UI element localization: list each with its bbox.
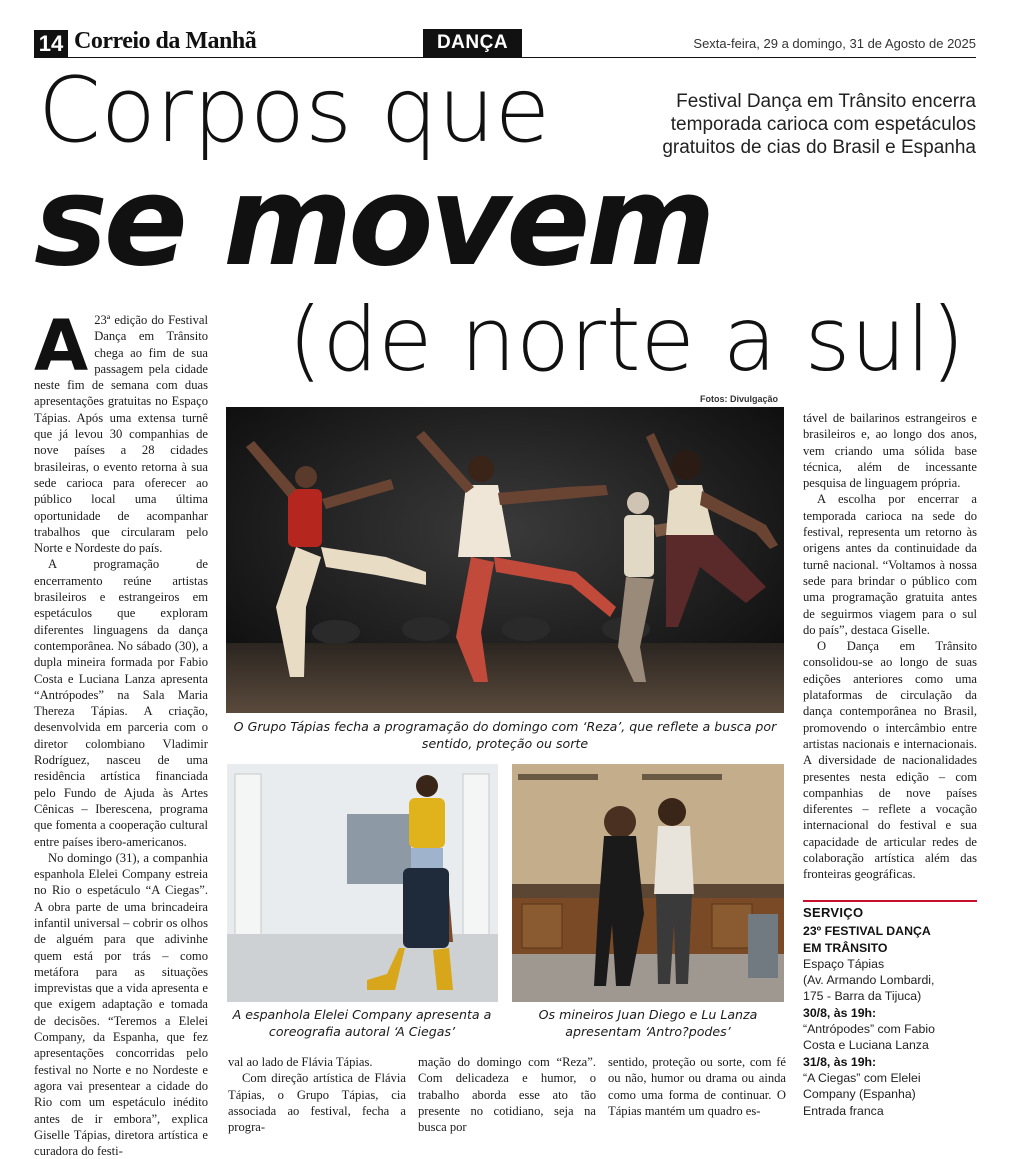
newspaper-name: Correio da Manhã — [74, 28, 257, 54]
issue-date: Sexta-feira, 29 a domingo, 31 de Agosto de 2025 — [693, 36, 976, 51]
show-info: “Antrópodes” com Fabio — [803, 1022, 935, 1037]
juan-diego-lu-lanza-photo — [512, 764, 784, 1002]
page-number: 14 — [34, 30, 68, 58]
main-photo-caption: O Grupo Tápias fecha a programação do domingo com ‘Reza’, que reflete a busca por sentido, proteção ou sorte — [233, 719, 777, 751]
paragraph: O Dança em Trânsito consolidou-se ao longo de suas edições anteriores como uma plataformas de circulação da dança contemporânea no Brasil, promovendo o intercâmbio entre artistas nacionais e internacionais. A diversidade de nacionalidades presentes nesta edição – com companhias de nove países diferentes – reflete a vocação internacional do festival e sua capacidade de articular redes de colaboração artística além das fronteiras geográficas. — [803, 639, 977, 882]
address: (Av. Armando Lombardi, — [803, 973, 935, 988]
dropcap: A — [34, 305, 89, 387]
body-column-2 — [228, 1054, 406, 1135]
show-date: 31/8, às 19h: — [803, 1054, 877, 1069]
paragraph: val ao lado de Flávia Tápias. — [228, 1055, 373, 1069]
headline-line-3: (de norte a sul) — [288, 288, 966, 391]
servico-rule — [803, 900, 977, 902]
deck-subheadline: Festival Dança em Trânsito encerra temporada carioca com espetáculos gratuitos de cias do Brasil e Espanha — [662, 91, 976, 158]
show-info: Company (Espanha) — [803, 1087, 916, 1102]
show-date: 30/8, às 19h: — [803, 1005, 877, 1020]
elelei-company-caption: A espanhola Elelei Company apresenta a coreografia autoral ‘A Ciegas’ — [232, 1007, 492, 1039]
paragraph: Com direção artística de Flávia Tápias, o Grupo Tápias, cia associada ao festival, fecha a progra- — [228, 1071, 406, 1135]
paragraph: mação do domingo com “Reza”. Com delicadeza e humor, o trabalho aborda esse ato tão presente no cotidiano, seja na busca por — [418, 1055, 596, 1135]
venue: Espaço Tápias — [803, 956, 885, 971]
paragraph: No domingo (31), a companhia espanhola Elelei Company estreia no Rio o espetáculo “A Ciegas”. A obra parte de uma brincadeira infantil universal – cobrir os olhos de alguém para que adivinhe quem está por trás – como metáfora para as situações imprevistas que a vida apresenta e que exigem adaptação e tomada de decisões. “Teremos a Elelei Company, da Espanha, que fez apresentações concorridas pelo festival no Norte e no Nordeste e agora vai presentear a cidade do Rio com um espetáculo inédito antes de ir embora”, explica Giselle Tápias, diretora artística e curadora do festi- — [34, 850, 208, 1159]
body-column-right — [803, 410, 977, 883]
entry-info: Entrada franca — [803, 1103, 884, 1118]
paragraph: sentido, proteção ou sorte, com fé ou não, humor ou drama ou ainda como uma forma de continuar. O Tápias mantém um quadro es- — [608, 1055, 786, 1118]
headline-line-2: se movem — [34, 150, 712, 294]
main-photo — [226, 407, 784, 713]
headline-line-1: Corpos que — [38, 58, 551, 163]
paragraph: tável de bailarinos estrangeiros e brasileiros e, ao longo dos anos, vem criando uma sólida base técnica, além de incessante pesquisa de linguagem própria. — [803, 411, 977, 491]
body-column-4 — [608, 1054, 786, 1119]
section-tag: DANÇA — [423, 29, 522, 57]
show-info: “A Ciegas” com Elelei — [803, 1070, 921, 1085]
body-column-3 — [418, 1054, 596, 1135]
paragraph: 23ª edição do Festival Dança em Trânsito chega ao fim de sua passagem pela cidade neste fim de semana com duas apresentações gratuitas no Espaço Tápias. Após uma extensa turnê que já levou 30 companhias de nove países a 28 cidades brasileiras, o evento retorna à sua sede carioca para oferecer ao público local uma última oportunidade de acompanhar trabalhos que circularam pelo Norte e Nordeste do país. — [34, 313, 208, 556]
body-column-1 — [34, 305, 208, 1159]
event-name: 23º FESTIVAL DANÇA — [803, 924, 931, 939]
paragraph: A programação de encerramento reúne artistas brasileiros e estrangeiros em espetáculos que exploram diferentes linguagens da dança contemporânea. No sábado (30), a dupla mineira formada por Fabio Costa e Luciana Lanza apresenta “Antrópodes” na Sala Maria Thereza Tápias. A criação, desenvolvida em parceria com o diretor colombiano Vladimir Rodríguez, nasceu de uma residência artística financiada pelo Fundo de Ajuda às Artes Cênicas – Iberescena, programa que fomenta a cooperação cultural entre países ibero-americanos. — [34, 557, 208, 849]
elelei-company-photo — [227, 764, 498, 1002]
event-name: EM TRÂNSITO — [803, 940, 888, 955]
servico-box — [803, 905, 977, 1119]
address: 175 - Barra da Tijuca) — [803, 989, 922, 1004]
photo-credit: Fotos: Divulgação — [700, 394, 779, 404]
juan-diego-lu-lanza-caption: Os mineiros Juan Diego e Lu Lanza apresentam ‘Antro?podes’ — [538, 1007, 758, 1039]
servico-heading: SERVIÇO — [803, 905, 864, 920]
show-info: Costa e Luciana Lanza — [803, 1038, 929, 1053]
paragraph: A escolha por encerrar a temporada carioca na sede do festival, representa um retorno às origens antes da continuidade da turnê nacional. “Voltamos à nossa sede para brindar o público com uma programação gratuita antes de seguirmos viagem para o sul do país”, destaca Giselle. — [803, 492, 977, 637]
